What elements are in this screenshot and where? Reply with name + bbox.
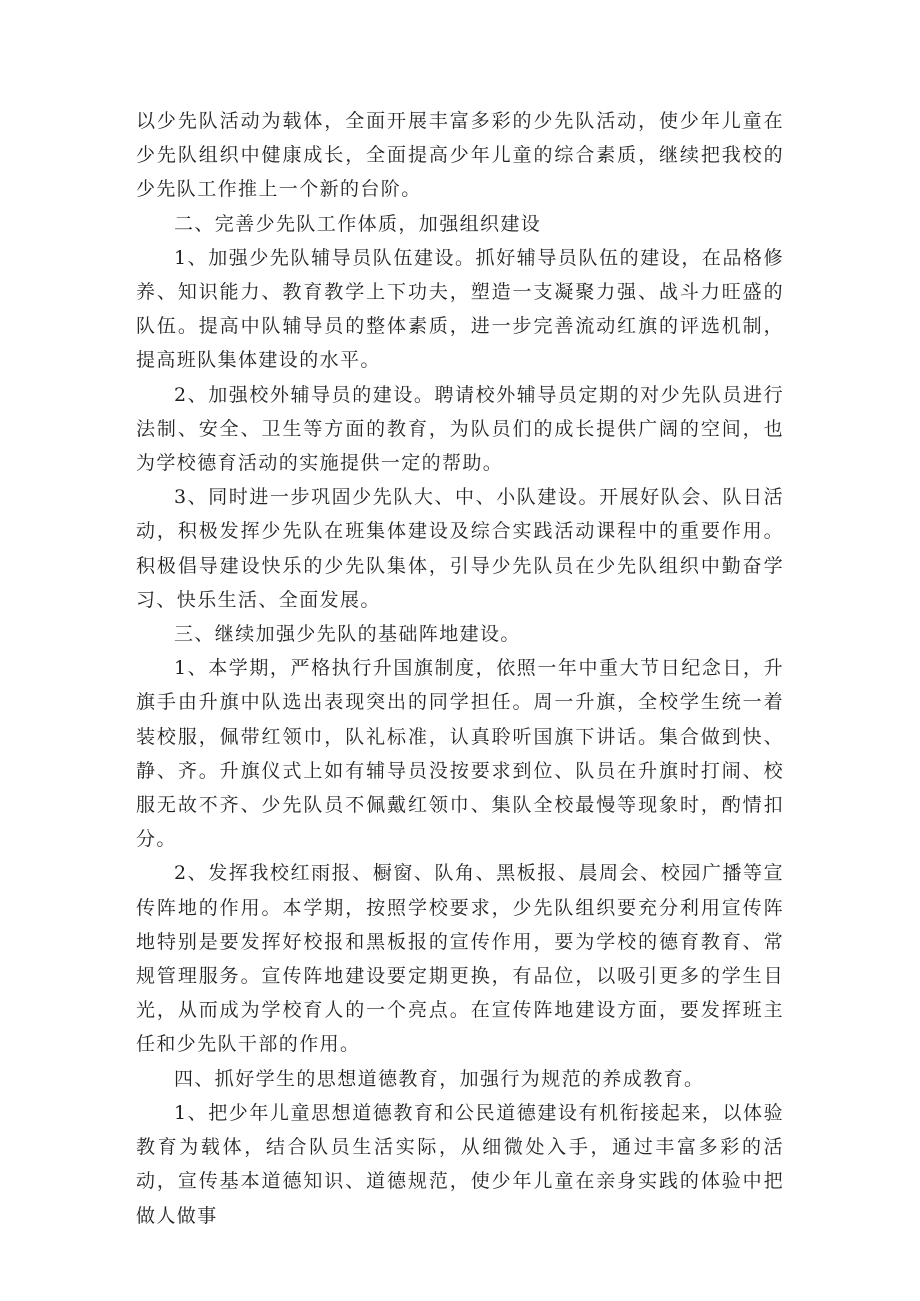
paragraph-4-1: 1、把少年儿童思想道德教育和公民道德建设有机衔接起来，以体验教育为载体，结合队员生活实际，从细微处入手，通过丰富多彩的活动，宣传基本道德知识、道德规范，使少年儿童在亲身实践的体验中把做人做事 (136, 1101, 784, 1227)
paragraph-2-2: 2、加强校外辅导员的建设。聘请校外辅导员定期的对少先队员进行法制、安全、卫生等方面的教育，为队员们的成长提供广阔的空间，也为学校德育活动的实施提供一定的帮助。 (136, 383, 784, 475)
paragraph-intro: 以少先队活动为载体，全面开展丰富多彩的少先队活动，使少年儿童在少先队组织中健康成长，全面提高少年儿童的综合素质，继续把我校的少先队工作推上一个新的台阶。 (136, 110, 784, 201)
section-heading-4: 四、抓好学生的思想道德教育，加强行为规范的养成教育。 (174, 1067, 705, 1090)
paragraph-3-2: 2、发挥我校红雨报、橱窗、队角、黑板报、晨周会、校园广播等宣传阵地的作用。本学期，按照学校要求，少先队组织要充分利用宣传阵地特别是要发挥好校报和黑板报的宣传作用，要为学校的德育教育、常规管理服务。宣传阵地建设要定期更换，有品位，以吸引更多的学生目光，从而成为学校育人的一个亮点。在宣传阵地建设方面，要发挥班主任和少先队干部的作用。 (136, 862, 784, 1056)
section-heading-3: 三、继续加强少先队的基础阵地建设。 (174, 623, 521, 646)
section-heading-2: 二、完善少先队工作体质，加强组织建设 (174, 212, 542, 235)
paragraph-3-1: 1、本学期，严格执行升国旗制度，依照一年中重大节日纪念日，升旗手由升旗中队选出表现突出的同学担任。周一升旗，全校学生统一着装校服，佩带红领巾，队礼标准，认真聆听国旗下讲话。集合做到快、静、齐。升旗仪式上如有辅导员没按要求到位、队员在升旗时打闹、校服无故不齐、少先队员不佩戴红领巾、集队全校最慢等现象时，酌情扣分。 (136, 657, 784, 851)
paragraph-2-3: 3、同时进一步巩固少先队大、中、小队建设。开展好队会、队日活动，积极发挥少先队在班集体建设及综合实践活动课程中的重要作用。积极倡导建设快乐的少先队集体，引导少先队员在少先队组织中勤奋学习、快乐生活、全面发展。 (136, 486, 784, 611)
paragraph-2-1: 1、加强少先队辅导员队伍建设。抓好辅导员队伍的建设，在品格修养、知识能力、教育教学上下功夫，塑造一支凝聚力强、战斗力旺盛的队伍。提高中队辅导员的整体素质，进一步完善流动红旗的评选机制，提高班队集体建设的水平。 (136, 246, 784, 372)
